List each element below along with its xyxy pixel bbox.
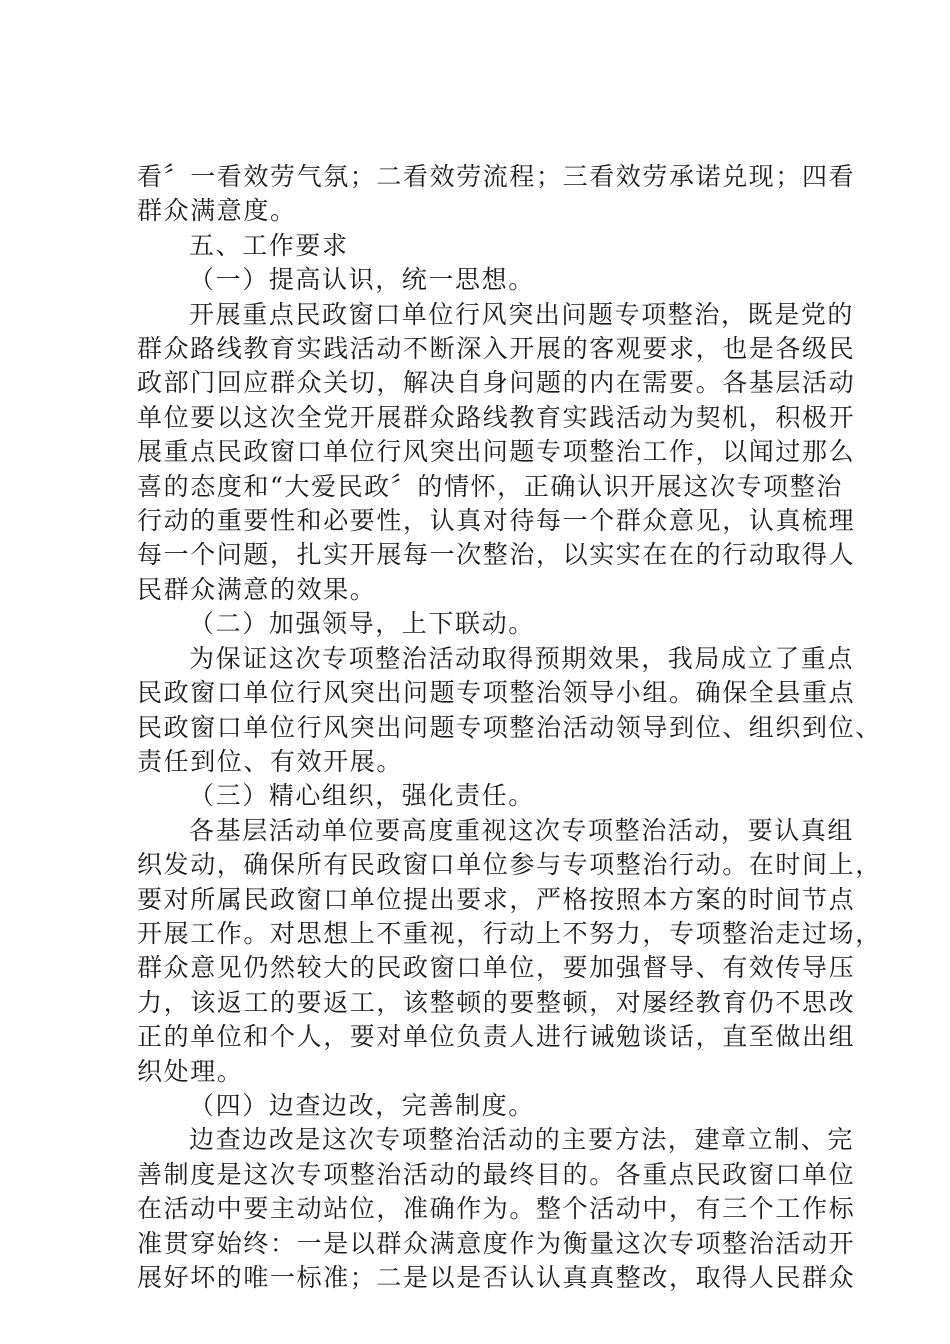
- text-line: 群众意见仍然较大的民政窗口单位，要加强督导、有效传导压: [137, 953, 856, 983]
- text-line: 单位要以这次全党开展群众路线教育实践活动为契机，积极开: [137, 402, 856, 432]
- paragraph: [137, 160, 856, 229]
- paragraph: [137, 263, 827, 297]
- paragraph: [137, 229, 827, 263]
- paragraph: [137, 1089, 827, 1123]
- text-line: 行动的重要性和必要性，认真对待每一个群众意见，认真梳理: [137, 506, 856, 536]
- text-line: 每一个问题，扎实开展每一次整治，以实实在在的行动取得人: [137, 540, 856, 570]
- text-line: 群众满意度。: [137, 196, 297, 226]
- text-line: 准贯穿始终：一是以群众满意度作为衡量这次专项整治活动开: [137, 1228, 856, 1258]
- text-line: 要对所属民政窗口单位提出要求，严格按照本方案的时间节点: [137, 884, 856, 914]
- text-line: 为保证这次专项整治活动取得预期效果，我局成立了重点: [189, 643, 855, 673]
- paragraph: [137, 1123, 856, 1295]
- paragraph: [137, 298, 856, 608]
- text-line: 展好坏的唯一标准；二是以是否认认真真整改，取得人民群众: [137, 1263, 856, 1292]
- paragraph: [137, 814, 882, 1089]
- text-line: 开展工作。对思想上不重视，行动上不努力，专项整治走过场，: [137, 918, 882, 948]
- text-line: 民群众满意的效果。: [137, 574, 377, 604]
- document-body: [137, 160, 882, 1295]
- text-line: 看〞一看效劳气氛；二看效劳流程；三看效劳承诺兑现；四看: [137, 162, 856, 191]
- text-line: 边查边改是这次专项整治活动的主要方法，建章立制、完: [189, 1125, 855, 1155]
- text-line: 善制度是这次专项整治活动的最终目的。各重点民政窗口单位: [137, 1159, 856, 1189]
- paragraph: [137, 642, 882, 780]
- text-line: 喜的态度和“大爱民政〞的情怀，正确认识开展这次专项整治: [137, 471, 843, 501]
- paragraph: [137, 779, 827, 813]
- text-line: 织发动，确保所有民政窗口单位参与专项整治行动。在时间上，: [137, 850, 882, 880]
- text-line: 政部门回应群众关切，解决自身问题的内在需要。各基层活动: [137, 368, 856, 398]
- text-line: （一）提高认识，统一思想。: [189, 265, 535, 295]
- text-line: 展重点民政窗口单位行风突出问题专项整治工作，以闻过那么: [137, 437, 856, 467]
- text-line: 在活动中要主动站位，准确作为。整个活动中，有三个工作标: [137, 1194, 856, 1224]
- text-line: （三）精心组织，强化责任。: [189, 781, 535, 811]
- text-line: 开展重点民政窗口单位行风突出问题专项整治，既是党的: [189, 299, 855, 329]
- text-line: 五、工作要求: [189, 230, 349, 260]
- text-line: 正的单位和个人，要对单位负责人进行诫勉谈话，直至做出组: [137, 1022, 856, 1052]
- text-line: 各基层活动单位要高度重视这次专项整治活动，要认真组: [189, 815, 855, 845]
- text-line: 民政窗口单位行风突出问题专项整治领导小组。确保全县重点: [137, 678, 856, 708]
- text-line: 责任到位、有效开展。: [137, 746, 404, 776]
- text-line: （二）加强领导，上下联动。: [189, 609, 535, 639]
- text-line: 力，该返工的要返工，该整顿的要整顿，对屡经教育仍不思改: [137, 987, 856, 1017]
- text-line: （四）边查边改，完善制度。: [189, 1090, 535, 1120]
- text-line: 民政窗口单位行风突出问题专项整治活动领导到位、组织到位、: [137, 712, 882, 742]
- text-line: 群众路线教育实践活动不断深入开展的客观要求，也是各级民: [137, 334, 856, 364]
- paragraph: [137, 607, 827, 641]
- text-line: 织处理。: [137, 1056, 244, 1086]
